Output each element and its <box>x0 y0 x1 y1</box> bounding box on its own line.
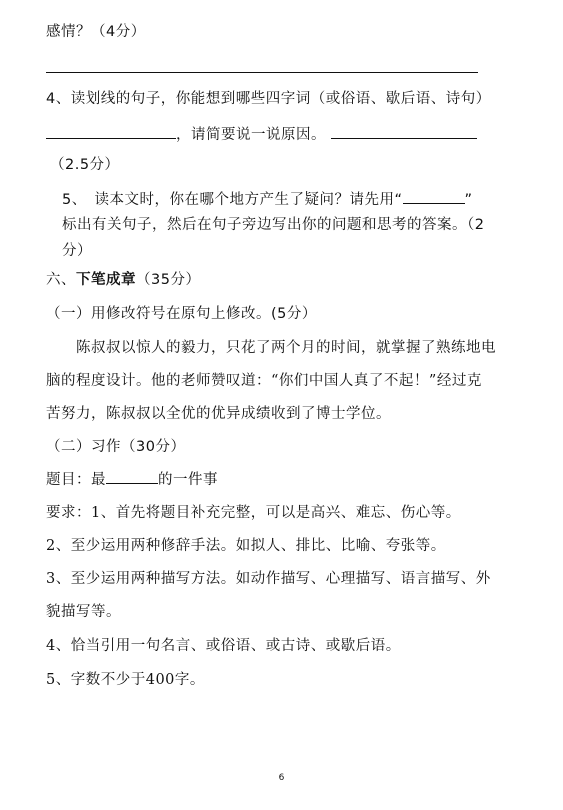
essay-title <box>46 469 218 490</box>
requirement-4: 4、恰当引用一句名言、或俗语、或古诗、或歇后语。 <box>46 638 401 654</box>
revision-passage-line: 陈叔叔以惊人的毅力，只花了两个月的时间，就掌握了熟练地电 <box>76 340 496 356</box>
essay-title-prefix: 题目：最 <box>46 472 106 488</box>
requirement-2: 2、至少运用两种修辞手法。如拟人、排比、比喻、夸张等。 <box>46 538 446 554</box>
question-4-answer-row <box>46 124 477 145</box>
essay-title-suffix: 的一件事 <box>158 472 218 488</box>
section-six-title: 下笔成章 <box>76 272 136 288</box>
requirement-5: 5、字数不少于400字。 <box>46 672 205 688</box>
section-six-number: 六、 <box>46 272 76 288</box>
question-4-tail: 感情？（4分） <box>46 24 146 40</box>
revision-passage-line: 脑的程度设计。他的老师赞叹道：“你们中国人真了不起！”经过克 <box>46 373 482 389</box>
answer-blank <box>46 124 176 139</box>
question-5-line2: 标出有关句子，然后在句子旁边写出你的问题和思考的答案。（2 <box>62 217 485 233</box>
section-six-heading <box>46 270 200 290</box>
answer-line <box>46 72 478 73</box>
question-4-reason: ，请简要说一说原因。 <box>176 127 326 143</box>
question-5-text: 5、 读本文时，你在哪个地方产生了疑问？请先用“ <box>62 192 403 208</box>
requirement-3-cont: 貌描写等。 <box>46 604 121 620</box>
question-4-prompt: 4、读划线的句子，你能想到哪些四字词（或俗语、歇后语、诗句） <box>46 91 491 107</box>
question-5-prompt <box>62 189 473 210</box>
answer-blank <box>331 124 477 139</box>
page-number: 6 <box>278 773 285 783</box>
requirement-3: 3、至少运用两种描写方法。如动作描写、心理描写、语言描写、外 <box>46 571 491 587</box>
section-six-points: （35分） <box>136 272 201 288</box>
underline-symbol <box>403 189 465 204</box>
question-5-quote-close: ” <box>464 192 473 208</box>
requirement-1: 要求：1、首先将题目补充完整，可以是高兴、难忘、伤心等。 <box>46 505 461 521</box>
essay-title-blank <box>106 469 158 484</box>
part-one-heading: （一）用修改符号在原句上修改。(5分） <box>46 306 317 322</box>
question-4-points: （2.5分） <box>50 157 120 173</box>
part-two-heading: （二）习作（30分） <box>46 439 186 455</box>
revision-passage-line: 苦努力，陈叔叔以全优的优异成绩收到了博士学位。 <box>46 406 391 422</box>
question-5-line3: 分） <box>62 243 92 259</box>
